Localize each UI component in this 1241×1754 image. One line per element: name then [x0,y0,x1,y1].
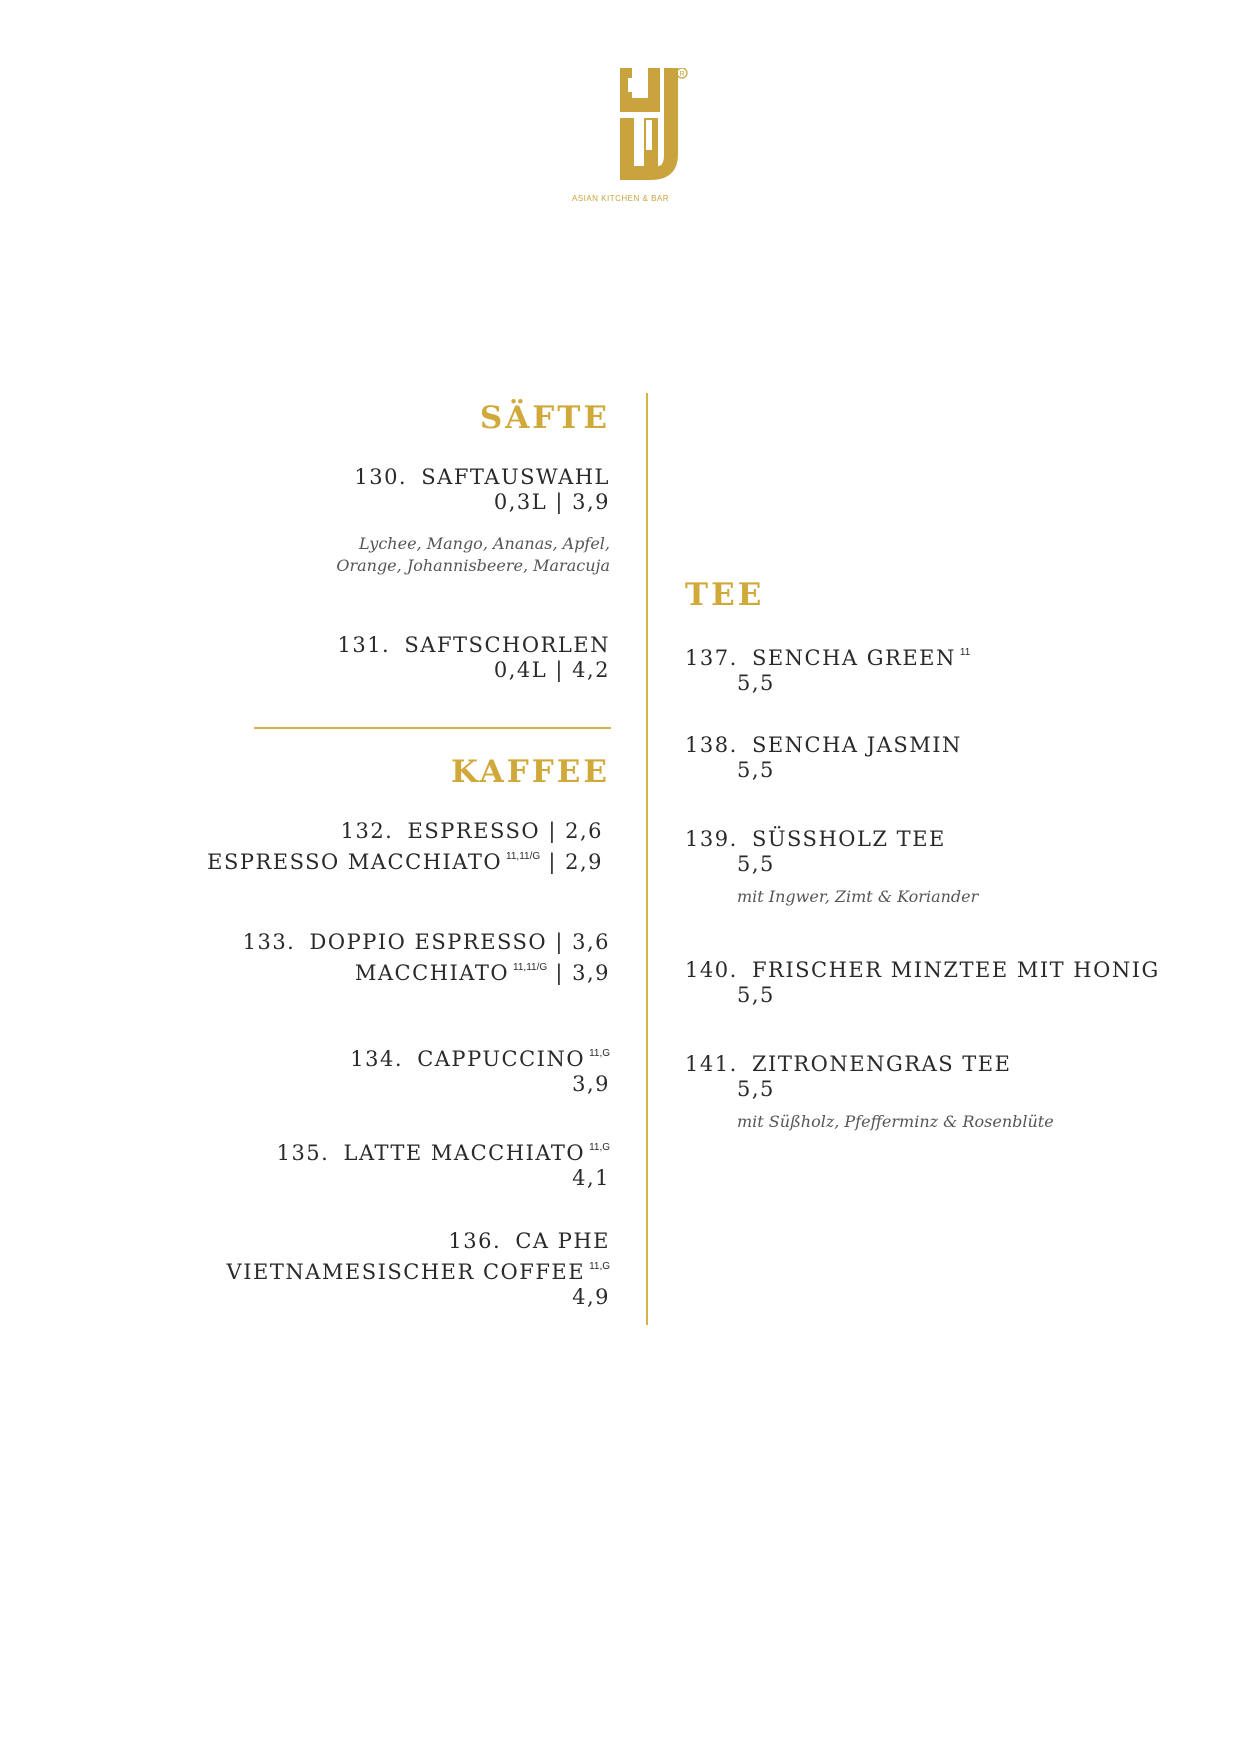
section-title-saefte: SÄFTE [479,400,610,436]
item-description: Lychee, Mango, Ananas, Apfel, [358,534,610,553]
allergen-codes: 11,11/G [506,851,541,862]
item-description: mit Ingwer, Zimt & Koriander [737,887,979,906]
item-number: 135. [276,1141,330,1165]
item-price: 5,5 [737,852,775,876]
item-name: SENCHA GREEN [751,646,956,670]
menu-item-132 [207,819,603,875]
brand-logo [620,68,688,180]
menu-item-130 [336,465,610,577]
section-title-tee: TEE [685,577,765,613]
item-price: 3,9 [572,1072,610,1096]
item-name: CAPPUCCINO [417,1047,586,1071]
item-number: 138. [685,733,738,757]
item-price: | 3,6 [555,930,610,954]
item-price: | 3,9 [555,961,610,985]
allergen-codes: 11,11/G [513,962,548,973]
item-number: 132. [340,819,394,843]
menu-item-138 [685,733,962,783]
item-price: 5,5 [737,1077,775,1101]
item-description: mit Süßholz, Pfefferminz & Rosenblüte [737,1112,1054,1131]
item-price: 0,3L | 3,9 [493,490,610,514]
column-divider [646,393,648,1325]
item-name: SÜSSHOLZ TEE [751,827,946,851]
item-name: ZITRONENGRAS TEE [751,1052,1012,1076]
svg-text:R: R [679,71,685,78]
item-name: SAFTAUSWAHL [421,465,610,489]
item-name: MACCHIATO [354,961,510,985]
item-number: 140. [685,958,738,982]
menu-item-133 [243,930,610,986]
item-number: 133. [242,930,296,954]
item-price: 5,5 [737,983,775,1007]
item-name: SENCHA JASMIN [751,733,962,757]
item-number: 131. [337,633,391,657]
item-price: 5,5 [737,758,775,782]
allergen-codes: 11,G [589,1048,610,1059]
menu-item-137 [685,640,970,696]
item-name: ESPRESSO [407,819,541,843]
item-price: 0,4L | 4,2 [493,658,610,682]
brand-tagline: ASIAN KITCHEN & BAR [571,194,670,203]
item-price: | 2,6 [548,819,603,843]
item-number: 139. [685,827,738,851]
item-name: FRISCHER MINZTEE MIT HONIG [751,958,1160,982]
allergen-codes: 11,G [589,1142,610,1153]
menu-item-139 [685,827,978,908]
item-number: 136. [448,1229,502,1253]
item-name: SAFTSCHORLEN [404,633,610,657]
item-name: VIETNAMESISCHER COFFEE [226,1260,586,1284]
allergen-codes: 11 [959,647,971,658]
menu-item-136 [227,1229,610,1310]
item-price: 5,5 [737,671,775,695]
menu-item-140 [685,958,1160,1008]
item-name: LATTE MACCHIATO [343,1141,586,1165]
menu-item-131 [337,633,610,683]
item-number: 141. [685,1052,738,1076]
item-description: Orange, Johannisbeere, Maracuja [336,556,610,575]
item-name: ESPRESSO MACCHIATO [207,850,503,874]
item-number: 134. [350,1047,404,1071]
allergen-codes: 11,G [589,1261,610,1272]
item-price: 4,1 [572,1166,610,1190]
menu-item-134 [350,1041,610,1097]
item-price: | 2,9 [548,850,603,874]
menu-item-135 [277,1135,610,1191]
menu-item-141 [685,1052,1054,1133]
item-price: 4,9 [572,1285,610,1309]
item-name: CA PHE [515,1229,610,1253]
item-number: 137. [685,646,738,670]
section-divider [254,727,611,729]
section-title-kaffee: KAFFEE [450,754,610,790]
item-number: 130. [354,465,408,489]
item-name: DOPPIO ESPRESSO [309,930,548,954]
